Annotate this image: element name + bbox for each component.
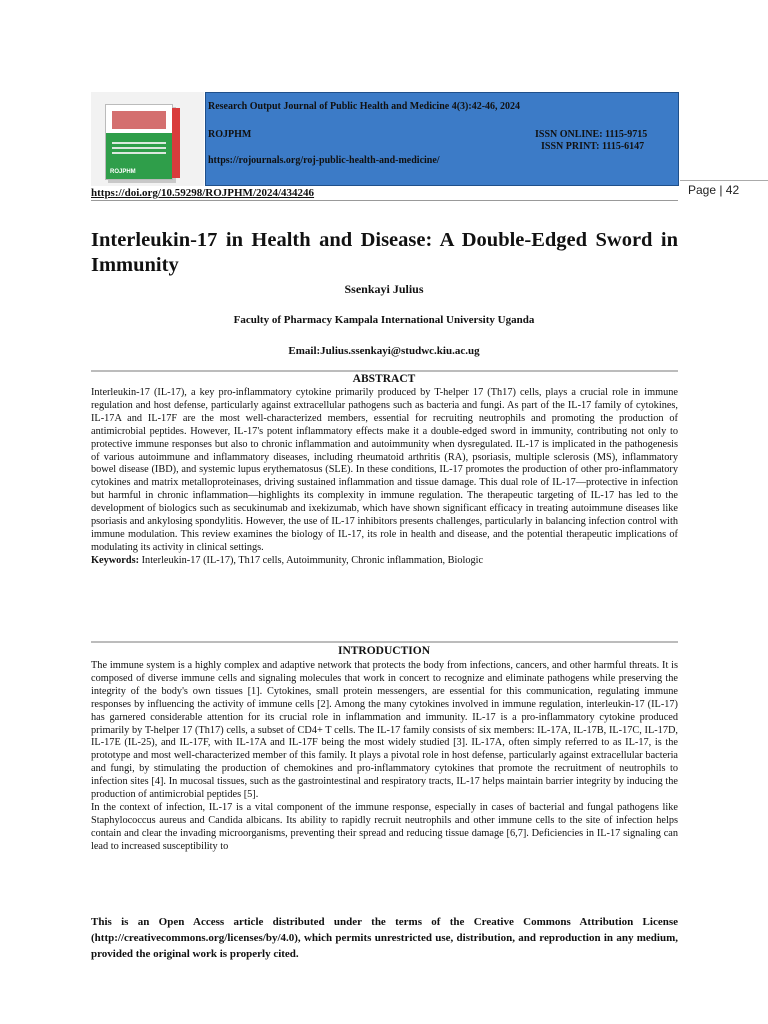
intro-paragraph-2: In the context of infection, IL-17 is a vital component of the immune response, especially in cases of bacterial and fungal pathogens like Staphylococcus aureus and Candida albicans. Its ability to rapidly recruit neutrophils and other immune cells to the site of infection helps contain and clear the invading microorganisms, preventing their spread and reducing tissue damage [6,7]. Deficiencies in IL-17 signaling can lead to increased susceptibility to [91,801,678,852]
open-access-notice: This is an Open Access article distributed under the terms of the Creative Commons Attribution License (http://creativecommons.org/licenses/by/4.0), which permits unrestricted use, distribution, and reproduction in any medium, provided the original work is properly cited. [91,916,678,960]
page-number: Page | 42 [688,183,740,197]
abstract-heading: ABSTRACT [352,373,416,385]
keywords-label: Keywords: [91,554,140,566]
keywords-list: Interleukin-17 (IL-17), Th17 cells, Autoimmunity, Chronic inflammation, Biologic [139,554,484,566]
introduction-heading: INTRODUCTION [337,645,430,657]
journal-citation: Research Output Journal of Public Health and Medicine 4(3):42-46, 2024 [208,101,521,112]
page-number-rule [680,180,768,181]
journal-abbr: ROJPHM [208,129,252,140]
abstract-top-divider [91,370,678,372]
journal-cover-image [91,92,204,186]
doi-link[interactable]: https://doi.org/10.59298/ROJPHM/2024/434246 [91,187,315,199]
author-affiliation: Faculty of Pharmacy Kampala International University Uganda [233,314,535,326]
issn-print: ISSN PRINT: 1115-6147 [541,141,645,152]
abstract-section [91,387,678,568]
book-cover-icon [105,104,173,180]
author-email: Email:Julius.ssenkayi@studwc.kiu.ac.ug [288,345,480,357]
issn-online: ISSN ONLINE: 1115-9715 [535,129,648,140]
journal-info-box [205,92,679,186]
doi-divider [91,200,678,201]
intro-paragraph-1: The immune system is a highly complex and adaptive network that protects the body from infections, cancers, and other harmful threats. It is composed of diverse immune cells and signaling molecules that work in concert to recognize and eliminate pathogens while preserving the integrity of the body's own tissues [1]. Cytokines, small protein messengers, are essential for this communication, regulating immune responses by influencing the activity of immune cells [2]. Among the many cytokines involved in immune regulation, interleukin-17 (IL-17) has garnered considerable attention for its crucial role in inflammation and immunity. IL-17 is a pro-inflammatory cytokine produced primarily by T-helper 17 (Th17) cells, a subset of CD4+ T cells. The IL-17 family consists of six members: IL-17A, IL-17B, IL-17C, IL-17D, IL-17E (IL-25), and IL-17F, with IL-17A and IL-17F being the most widely studied [3]. IL-17A, often simply referred to as IL-17, is the prototype and most well-characterized member of this family. It plays a pivotal role in host defense, particularly against extracellular bacteria and fungi, by stimulating the production of chemokines and pro-inflammatory cytokines that promote the recruitment of neutrophils to infection sites [4]. In mucosal tissues, such as the gastrointestinal and respiratory tracts, IL-17 helps maintain barrier integrity by inducing the production of antimicrobial peptides [5]. [91,660,678,801]
journal-header [91,92,679,186]
abstract-text: Interleukin-17 (IL-17), a key pro-inflammatory cytokine primarily produced by T-helper 17 (Th17) cells, plays a crucial role in immune regulation and host defense, particularly against extracellular pathogens such as bacteria and fungi. As part of the IL-17 family of cytokines, IL-17A and IL-17F are the most well-characterized members, essential for recruiting neutrophils and promoting the production of antimicrobial peptides. However, IL-17's potent inflammatory effects make it a double-edged sword in immunity, contributing not only to protective immune responses but also to chronic inflammation and autoimmunity when dysregulated. IL-17 is implicated in the pathogenesis of various autoimmune and inflammatory diseases, including rheumatoid arthritis (RA), psoriasis, multiple sclerosis (MS), inflammatory bowel disease (IBD), and systemic lupus erythematosus (SLE). In these conditions, IL-17 promotes the production of other pro-inflammatory cytokines and matrix metalloproteinases, driving sustained inflammation and tissue damage. This dual role of IL-17—protective in infection but harmful in chronic inflammation—highlights its complexity in immune regulation. The therapeutic targeting of IL-17 has led to the development of biologics such as secukinumab and ixekizumab, which have shown significant efficacy in treating autoimmune diseases like psoriasis and ankylosing spondylitis. However, the use of IL-17 inhibitors presents challenges, particularly in balancing infection control with immune modulation. This review examines the biology of IL-17, its role in health and disease, and the potential therapeutic implications of modulating its activity in clinical settings. [91,387,678,553]
keywords [91,555,678,568]
journal-url-link[interactable]: https://rojournals.org/roj-public-health-and-medicine/ [208,155,440,166]
cover-brand: ROJPHM [110,169,136,175]
author-name: Ssenkayi Julius [344,282,424,296]
introduction-section [91,660,678,854]
intro-top-divider [91,641,678,643]
article-title: Interleukin-17 in Health and Disease: A Double-Edged Sword in Immunity [91,229,678,276]
